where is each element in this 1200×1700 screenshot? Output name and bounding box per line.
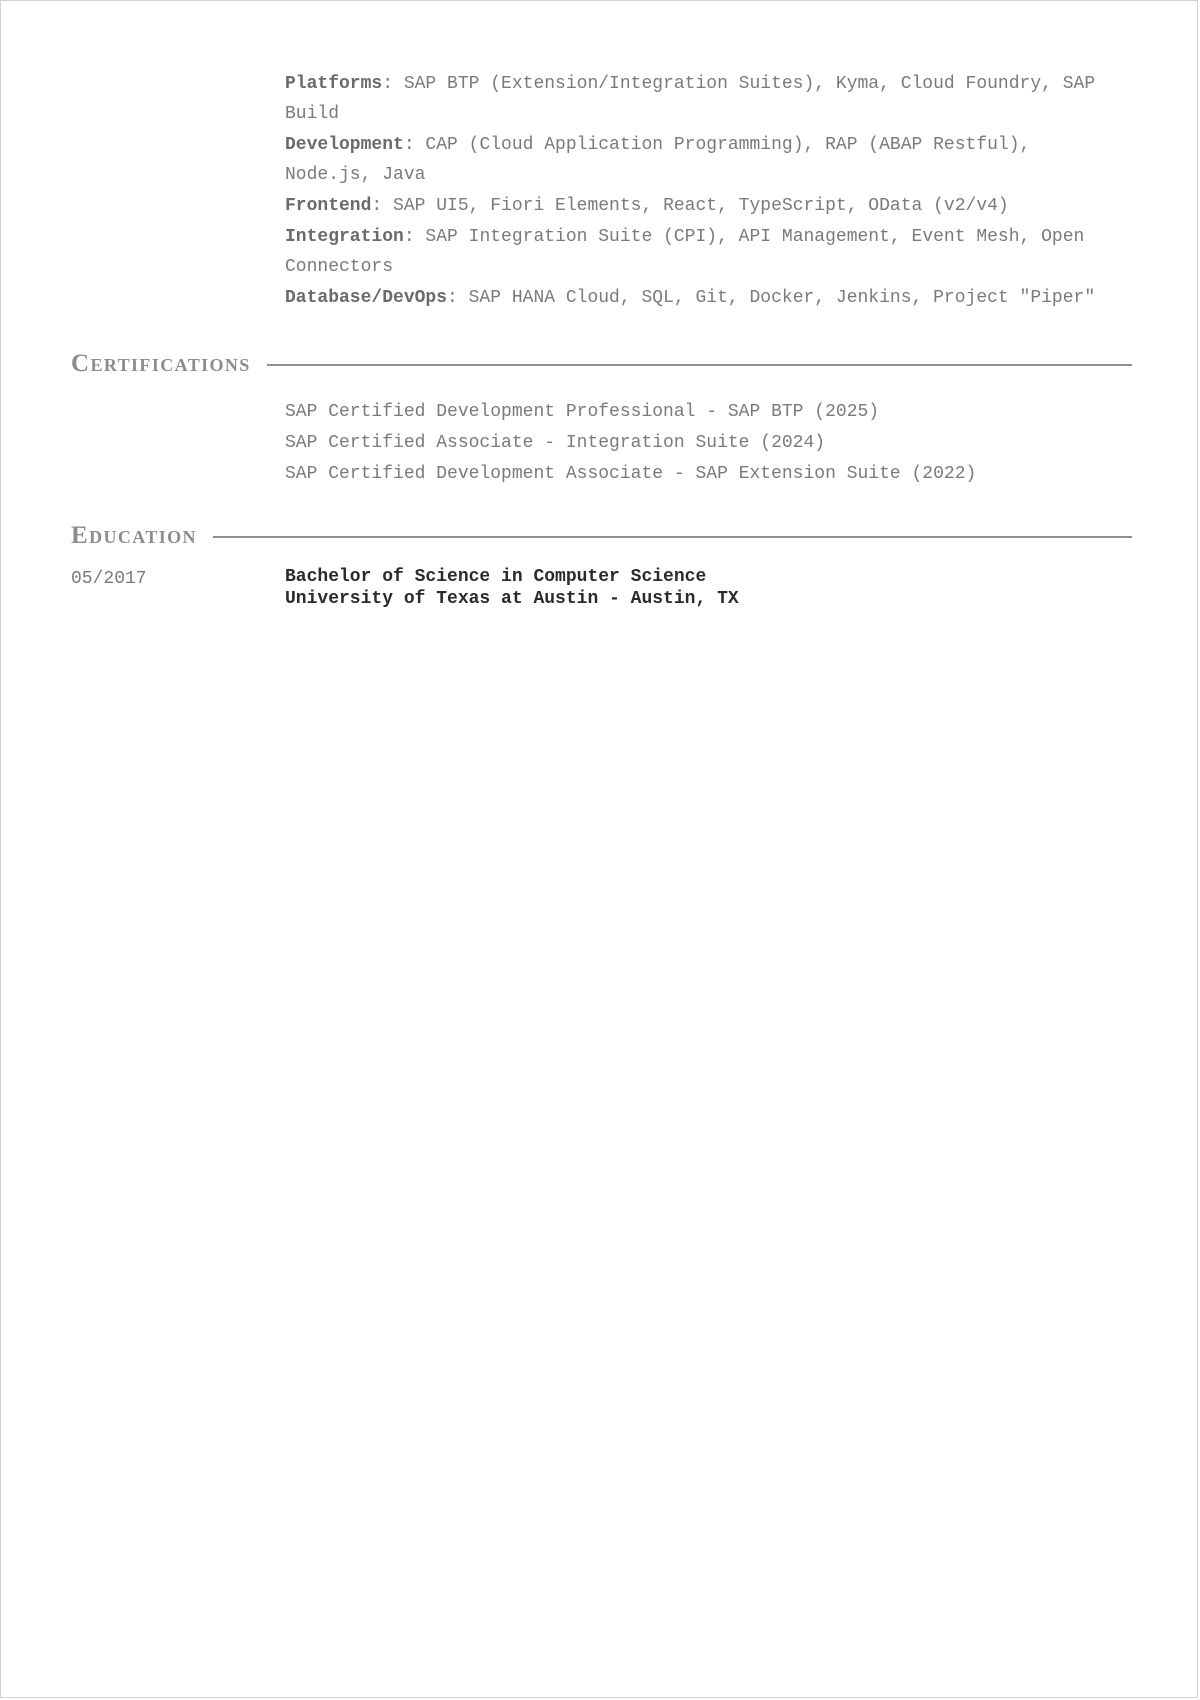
skill-row-development: [285, 130, 1115, 190]
skill-text: : SAP HANA Cloud, SQL, Git, Docker, Jenkins, Project "Piper": [447, 288, 1096, 308]
skill-label: Integration: [285, 227, 404, 247]
certification-item: SAP Certified Development Associate - SAP Extension Suite (2022): [285, 464, 977, 484]
skill-text: : SAP BTP (Extension/Integration Suites), Kyma, Cloud Foundry, SAP Build: [285, 74, 1096, 124]
skill-text: : SAP Integration Suite (CPI), API Management, Event Mesh, Open Connectors: [285, 227, 1085, 277]
section-divider: [213, 536, 1132, 538]
skill-label: Database/DevOps: [285, 288, 448, 308]
education-title: Education: [71, 522, 197, 549]
education-header: [71, 521, 1132, 551]
section-divider: [267, 364, 1132, 366]
certifications-header: [71, 349, 1132, 379]
certification-item: SAP Certified Associate - Integration Suite (2024): [285, 433, 826, 453]
skill-label: Platforms: [285, 74, 383, 94]
certifications-title: Certifications: [71, 350, 251, 377]
skill-row-frontend: [285, 191, 1115, 221]
education-entry: [71, 566, 1132, 610]
education-degree: Bachelor of Science in Computer Science: [285, 567, 707, 587]
skills-list: [285, 69, 1115, 314]
certification-item: SAP Certified Development Professional - SAP BTP (2025): [285, 402, 880, 422]
skill-label: Development: [285, 135, 404, 155]
skill-row-database-devops: [285, 283, 1115, 313]
skill-text: : SAP UI5, Fiori Elements, React, TypeScript, OData (v2/v4): [371, 196, 1009, 216]
education-details: [285, 566, 739, 610]
education-school: University of Texas at Austin - Austin, TX: [285, 589, 739, 609]
education-date: 05/2017: [71, 569, 147, 589]
skill-row-platforms: [285, 69, 1115, 129]
skill-label: Frontend: [285, 196, 372, 216]
skill-text: : CAP (Cloud Application Programming), RAP (ABAP Restful), Node.js, Java: [285, 135, 1031, 185]
certifications-list: [285, 397, 1115, 490]
skill-row-integration: [285, 222, 1115, 282]
